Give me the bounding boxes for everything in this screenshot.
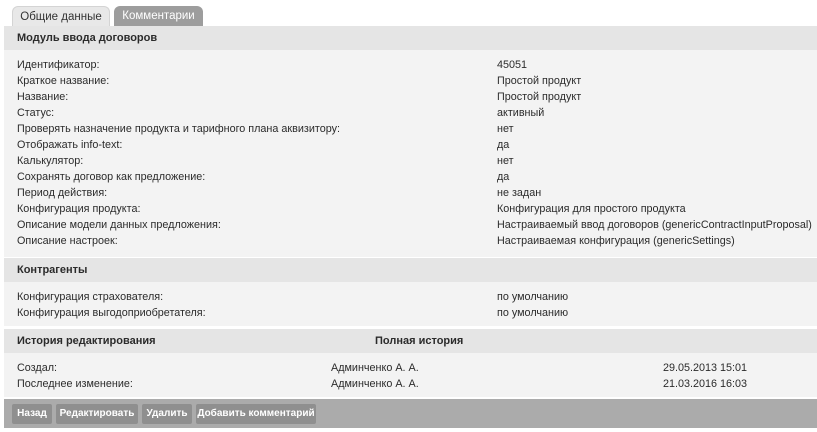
edit-button[interactable]: Редактировать: [56, 404, 138, 424]
field-value-identifier: 45051: [497, 59, 528, 71]
field-value-insurer-config: по умолчанию: [497, 291, 569, 303]
contractors-panel: [4, 258, 817, 326]
field-row: [17, 73, 812, 89]
field-label-name: Название:: [17, 91, 69, 103]
field-label-info-text: Отображать info-text:: [17, 139, 123, 151]
contract-module-title: Модуль ввода договоров: [4, 26, 817, 50]
contractors-title: Контрагенты: [4, 258, 817, 282]
field-label-check-acquirer: Проверять назначение продукта и тарифного плана аквизитору:: [17, 123, 340, 135]
edit-history-header: [4, 329, 817, 353]
contract-module-panel: [4, 26, 817, 257]
field-label-status: Статус:: [17, 107, 55, 119]
field-row: [17, 105, 812, 121]
field-label-proposal-data-model: Описание модели данных предложения:: [17, 219, 221, 231]
field-row: [17, 201, 812, 217]
field-value-info-text: да: [497, 139, 510, 151]
field-row: [17, 121, 812, 137]
field-value-check-acquirer: нет: [497, 123, 514, 135]
history-label-last-change: Последнее изменение:: [17, 378, 133, 390]
field-value-validity-period: не задан: [497, 187, 542, 199]
tab-general-data[interactable]: Общие данные: [12, 6, 110, 26]
add-comment-button[interactable]: Добавить комментарий: [196, 404, 316, 424]
field-value-settings-description: Настраиваемая конфигурация (genericSettings): [497, 235, 735, 247]
field-label-validity-period: Период действия:: [17, 187, 108, 199]
field-value-short-name: Простой продукт: [497, 75, 582, 87]
field-row: [17, 57, 812, 73]
back-button[interactable]: Назад: [12, 404, 52, 424]
field-value-beneficiary-config: по умолчанию: [497, 307, 569, 319]
field-row: [17, 169, 812, 185]
field-row: [17, 153, 812, 169]
history-name-last-change: Админченко А. А.: [331, 378, 419, 390]
field-label-product-config: Конфигурация продукта:: [17, 203, 141, 215]
field-value-proposal-data-model: Настраиваемый ввод договоров (genericContractInputProposal): [497, 219, 812, 231]
edit-history-title: История редактирования: [17, 335, 156, 347]
field-value-product-config: Конфигурация для простого продукта: [497, 203, 686, 215]
action-toolbar: [4, 399, 817, 428]
field-label-settings-description: Описание настроек:: [17, 235, 118, 247]
field-row: [17, 185, 812, 201]
full-history-link[interactable]: Полная история: [375, 335, 464, 347]
field-label-save-as-proposal: Сохранять договор как предложение:: [17, 171, 206, 183]
field-row: [17, 137, 812, 153]
field-row: [17, 89, 812, 105]
history-label-created: Создал:: [17, 362, 57, 374]
edit-history-panel: [4, 329, 817, 397]
field-label-short-name: Краткое название:: [17, 75, 110, 87]
history-row: [17, 376, 812, 392]
field-row: [17, 217, 812, 233]
field-row: [17, 233, 812, 249]
history-row: [17, 360, 812, 376]
field-value-status: активный: [497, 107, 545, 119]
field-row: [17, 305, 812, 321]
field-label-calculator: Калькулятор:: [17, 155, 84, 167]
field-row: [17, 289, 812, 305]
field-value-save-as-proposal: да: [497, 171, 510, 183]
history-name-created: Админченко А. А.: [331, 362, 419, 374]
field-label-insurer-config: Конфигурация страхователя:: [17, 291, 164, 303]
history-date-last-change: 21.03.2016 16:03: [663, 378, 748, 390]
field-label-beneficiary-config: Конфигурация выгодоприобретателя:: [17, 307, 206, 319]
history-date-created: 29.05.2013 15:01: [663, 362, 748, 374]
delete-button[interactable]: Удалить: [142, 404, 192, 424]
tab-comments[interactable]: Комментарии: [114, 6, 203, 26]
field-value-name: Простой продукт: [497, 91, 582, 103]
field-value-calculator: нет: [497, 155, 514, 167]
field-label-identifier: Идентификатор:: [17, 59, 100, 71]
